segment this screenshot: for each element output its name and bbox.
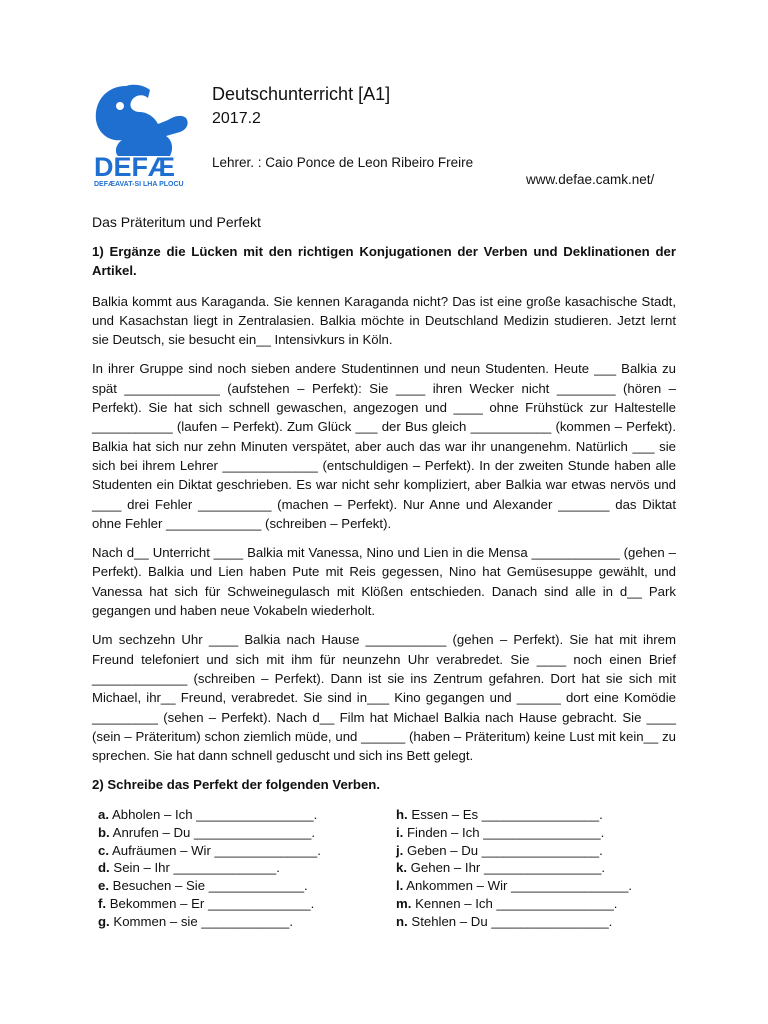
logo-text: DEFÆ bbox=[94, 152, 175, 182]
verb-item bbox=[396, 913, 676, 931]
section-heading: Das Präteritum und Perfekt bbox=[92, 214, 261, 230]
verb-letter: b. bbox=[98, 824, 110, 840]
verb-item bbox=[396, 859, 676, 877]
verb-text: Kennen – Ich ________________. bbox=[415, 896, 618, 912]
verb-item bbox=[98, 842, 390, 860]
verb-text: Ankommen – Wir ________________. bbox=[406, 878, 633, 894]
verb-text: Stehlen – Du ________________. bbox=[411, 914, 613, 930]
verb-letter: d. bbox=[98, 860, 110, 876]
verb-item bbox=[396, 877, 676, 895]
document-title: Deutschunterricht [A1] bbox=[212, 84, 391, 104]
verb-item bbox=[98, 806, 390, 824]
story-paragraph-2: In ihrer Gruppe sind noch sieben andere Studentinnen und neun Studenten. Heute ___ Balkia zu spät _____________ (aufstehen – Perfekt): Sie ____ ihren Wecker nicht ________ (hören – Perfekt). Sie hat sich schnell gewaschen, angezogen und ____ ohne Frühstück zur Haltestelle ___________ (laufen – Perfekt). Zum Glück ___ der Bus gleich ___________ (kommen – Perfekt). Balkia hat sich nur zehn Minuten verspätet, aber auch das war ihr unangenehm. Natürlich ___ sie sich bei ihrem Lehrer _____________ (entschuldigen – Perfekt). In der zweiten Stunde haben alle Studenten ein Diktat geschrieben. Es war nicht sehr kompliziert, aber Balkia war etwas nervös und ____ drei Fehler __________ (machen – Perfekt). Nur Anne und Alexander _______ das Diktat ohne Fehler _____________ (schreiben – Perfekt). bbox=[92, 361, 676, 531]
verb-letter: g. bbox=[98, 914, 110, 930]
exercise-content bbox=[92, 242, 676, 931]
story-paragraph-4: Um sechzehn Uhr ____ Balkia nach Hause ___________ (gehen – Perfekt). Sie hat mit ihrem Freund telefoniert und sich mit ihm für neunzehn Uhr verabredet. Sie ____ noch einen Brief _____________ (schreiben – Perfekt). Dann ist sie ins Zentrum gefahren. Dort hat sie sich mit Michael, ihr__ Freund, verabredet. Sie sind in___ Kino gegangen und ______ dort eine Komödie _________ (sehen – Perfekt). Nach d__ Film hat Michael Balkia nach Hause gebracht. Sie ____ (sein – Präteritum) schon ziemlich müde, und ______ (haben – Präteritum) keine Lust mit kein__ zu sprechen. Sie hat dann schnell geduscht und sich ins Bett gelegt. bbox=[92, 632, 676, 764]
verb-list bbox=[92, 806, 676, 931]
verb-letter: a. bbox=[98, 806, 109, 822]
verb-letter: f. bbox=[98, 896, 107, 912]
verb-text: Bekommen – Er ______________. bbox=[109, 896, 315, 912]
verb-item bbox=[396, 842, 676, 860]
task-1-instruction: 1) Ergänze die Lücken mit den richtigen Konjugationen der Verben und Deklinationen der Artikel. bbox=[92, 244, 676, 279]
document-year: 2017.2 bbox=[212, 110, 261, 127]
verb-letter: j. bbox=[396, 842, 404, 858]
verb-item bbox=[98, 913, 390, 931]
story-paragraph-3: Nach d__ Unterricht ____ Balkia mit Vanessa, Nino und Lien in die Mensa ____________ (gehen – Perfekt). Balkia und Lien haben Pute mit Reis gegessen, Nino hat Gemüsesuppe gewählt, und Vanessa hat sich für Schweinegulasch mit Klößen entschieden. Danach sind alle in d__ Park gegangen und haben neue Vokabeln wiederholt. bbox=[92, 545, 676, 619]
verb-letter: h. bbox=[396, 806, 408, 822]
verb-letter: c. bbox=[98, 842, 109, 858]
verb-item bbox=[396, 824, 676, 842]
teacher-name: Lehrer. : Caio Ponce de Leon Ribeiro Freire bbox=[212, 155, 474, 170]
verb-text: Geben – Du ________________. bbox=[407, 842, 603, 858]
verb-text: Finden – Ich ________________. bbox=[407, 824, 605, 840]
verb-letter: i. bbox=[396, 824, 404, 840]
verb-item bbox=[98, 824, 390, 842]
verb-letter: l. bbox=[396, 878, 404, 894]
defae-logo bbox=[88, 82, 208, 192]
verb-text: Aufräumen – Wir ______________. bbox=[111, 842, 321, 858]
website-url: www.defae.camk.net/ bbox=[526, 172, 655, 187]
verb-column-right bbox=[390, 806, 676, 931]
verb-letter: k. bbox=[396, 860, 407, 876]
logo-mascot-icon bbox=[88, 82, 208, 192]
verb-item bbox=[98, 877, 390, 895]
verb-text: Gehen – Ihr ________________. bbox=[410, 860, 605, 876]
verb-item bbox=[98, 859, 390, 877]
verb-text: Essen – Es ________________. bbox=[411, 806, 603, 822]
verb-text: Sein – Ihr ______________. bbox=[113, 860, 280, 876]
verb-letter: n. bbox=[396, 914, 408, 930]
verb-text: Besuchen – Sie _____________. bbox=[112, 878, 308, 894]
verb-item bbox=[98, 895, 390, 913]
verb-text: Anrufen – Du ________________. bbox=[112, 824, 316, 840]
verb-item bbox=[396, 895, 676, 913]
verb-item bbox=[396, 806, 676, 824]
verb-text: Kommen – sie ____________. bbox=[113, 914, 294, 930]
logo-subtext: DEFÆAVAT-SI LHA PLOCU bbox=[94, 181, 184, 188]
task-2-instruction: 2) Schreibe das Perfekt der folgenden Verben. bbox=[92, 777, 381, 793]
verb-column-left bbox=[92, 806, 390, 931]
story-paragraph-1: Balkia kommt aus Karaganda. Sie kennen Karaganda nicht? Das ist eine große kasachische Stadt, und Kasachstan liegt in Zentralasien. Balkia möchte in Deutschland Medizin studieren. Jetzt lernt sie Deutsch, sie besucht ein__ Intensivkurs in Köln. bbox=[92, 293, 676, 348]
verb-text: Abholen – Ich ________________. bbox=[111, 806, 318, 822]
verb-letter: e. bbox=[98, 878, 109, 894]
verb-letter: m. bbox=[396, 896, 412, 912]
